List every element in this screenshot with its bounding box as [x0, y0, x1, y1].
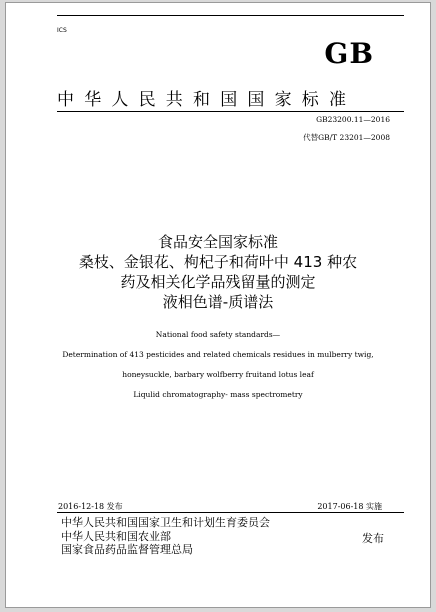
- publish-label: 发布: [362, 532, 384, 545]
- chinese-title-line: 食品安全国家标准: [157, 233, 278, 251]
- implementation-date: 2017-06-18 实施: [317, 502, 382, 511]
- issuer: 中华人民共和国农业部: [61, 529, 171, 543]
- title-rule: [57, 111, 404, 112]
- standard-cover-page: [5, 2, 431, 608]
- replaces-standard: 代替GB/T 23201—2008: [303, 133, 390, 142]
- chinese-title: [6, 232, 430, 312]
- ics-label: ICS: [57, 27, 67, 34]
- issue-date: 2016-12-18 发布: [58, 502, 123, 511]
- issuing-authorities: [61, 516, 270, 557]
- gb-logo: GB: [324, 37, 374, 70]
- chinese-title-line: 桑枝、金银花、枸杞子和荷叶中 413 种农: [78, 253, 358, 271]
- english-title: [6, 330, 430, 410]
- english-title-line: Liqulid chromatography- mass spectrometry: [133, 390, 303, 399]
- standard-number: GB23200.11—2016: [316, 115, 390, 124]
- issuer: 国家食品药品监督管理总局: [61, 543, 193, 556]
- date-rule: [57, 512, 404, 513]
- chinese-title-line: 药及相关化学品残留量的测定: [120, 273, 316, 291]
- english-title-line: National food safety standards—: [155, 330, 281, 339]
- chinese-title-line: 液相色谱-质谱法: [162, 293, 274, 311]
- issuer: 中华人民共和国国家卫生和计划生育委员会: [61, 516, 270, 529]
- english-title-line: honeysuckle, barbary wolfberry fruitand lotus leaf: [122, 370, 314, 379]
- top-rule: [57, 15, 404, 16]
- national-standard-title: 中华人民共和国国家标准: [57, 90, 357, 110]
- english-title-line: Determination of 413 pesticides and related chemicals residues in mulberry twig,: [62, 350, 374, 359]
